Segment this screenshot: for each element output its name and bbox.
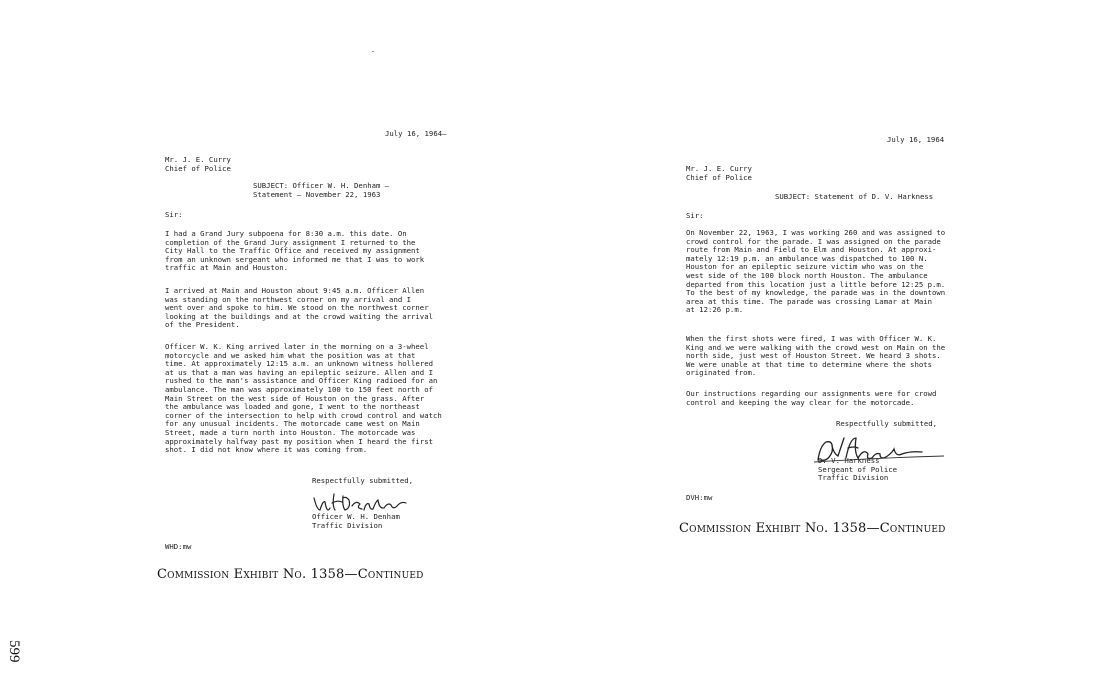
left-letter-date: July 16, 1964— [385,129,447,138]
right-letter-subject: SUBJECT: Statement of D. V. Harkness [775,192,934,201]
left-letter-subject: SUBJECT: Officer W. H. Denham – Statement – November 22, 1963 [253,181,390,199]
page-number: 599 [6,640,22,663]
right-letter-date: July 16, 1964 [887,135,945,144]
left-letter-paragraph-1: I had a Grand Jury subpoena for 8:30 a.m. this date. On completion of the Grand Jury assignment I returned to the City Hall to the Traffic Office and received my assignment from an unknown sergeant who informed me that I was to work traffic at Main and Houston. [165,229,425,273]
right-letter-paragraph-3: Our instructions regarding our assignments were for crowd control and keeping the way clear for the motorcade. [686,389,937,407]
left-letter-closing: Respectfully submitted, [312,476,414,485]
right-exhibit-caption: Commission Exhibit No. 1358—Continued [679,521,946,536]
right-letter-addressee: Mr. J. E. Curry Chief of Police [686,164,752,182]
right-letter-paragraph-1: On November 22, 1963, I was working 260 and was assigned to crowd control for the parade. I was assigned on the parade route from Main and Field to Elm and Houston. At approxi- mately 12:19 p.m. an ambulance was dispatched to 100 N. Houston for an epileptic seizure victim who was on the west side of the 100 block north Houston. The ambulance departed from this location just a little before 12:25 p.m. To the best of my knowledge, the parade was in the downtown area at this time. The parade was crossing Lamar at Main at 12:26 p.m. [686,228,946,315]
left-letter-salutation: Sir: [165,210,183,219]
right-letter-initials: DVH:mw [686,493,713,502]
right-letter-salutation: Sir: [686,211,704,220]
left-letter-signature-name: Officer W. H. Denham Traffic Division [312,512,400,530]
left-letter-initials: WHD:mw [165,542,192,551]
left-letter-addressee: Mr. J. E. Curry Chief of Police [165,155,231,173]
left-letter-paragraph-2: I arrived at Main and Houston about 9:45 a.m. Officer Allen was standing on the northwest corner on my arrival and I went over and spoke to him. We stood on the northwest corner looking at the buildings and at the crowd waiting the arrival of the President. [165,286,433,330]
right-letter-signature-name: D. V. Harkness Sergeant of Police Traffic Division [818,456,898,483]
right-letter-closing: Respectfully submitted, [836,419,938,428]
right-letter-paragraph-2: When the first shots were fired, I was with Officer W. K. King and we were walking with the crowd west on Main on the north side, just west of Houston Street. We heard 3 shots. We were unable at that time to determine where the shots originated from. [686,334,946,378]
left-letter-paragraph-3: Officer W. K. King arrived later in the morning on a 3-wheel motorcycle and we asked him what the position was at that time. At approximately 12:15 a.m. an unknown witness hollered at us that a man was having an epileptic seizure. Allen and I rushed to the man's assistance and Officer King radioed for an ambulance. The man was approximately 100 to 150 feet north of Main Street on the west side of Houston on the grass. After the ambulance was loaded and gone, I went to the northeast corner of the intersection to help with crowd control and watch for any unusual incidents. The motorcade came west on Main Street, made a turn north into Houston. The motorcade was approximately halfway past my position when I heard the first shot. I did not know where it was coming from. [165,342,442,455]
left-exhibit-caption: Commission Exhibit No. 1358—Continued [157,567,424,582]
